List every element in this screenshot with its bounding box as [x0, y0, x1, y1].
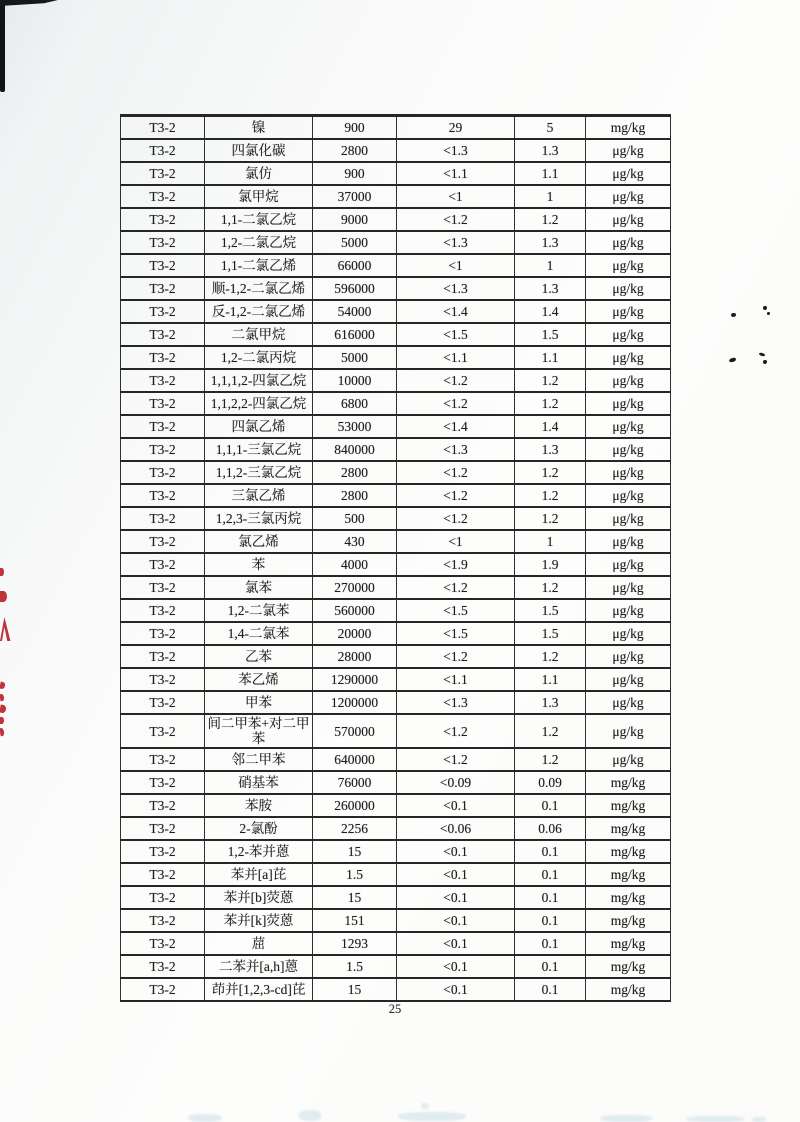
cell-total-value: 430 [313, 530, 397, 553]
cell-analyte: 䓛 [205, 932, 313, 955]
cell-sample-id: T3-2 [121, 415, 205, 438]
cell-detection-limit: 1.2 [515, 392, 586, 415]
cell-result: <1 [397, 185, 515, 208]
cell-total-value: 37000 [313, 185, 397, 208]
cell-total-value: 596000 [313, 277, 397, 300]
scan-smudge [686, 1116, 744, 1122]
table-row [121, 794, 671, 817]
cell-unit: μg/kg [586, 323, 671, 346]
table-row [121, 668, 671, 691]
scan-corner-mark [0, 0, 58, 6]
cell-detection-limit: 1.5 [515, 323, 586, 346]
cell-unit: μg/kg [586, 208, 671, 231]
cell-sample-id: T3-2 [121, 208, 205, 231]
scan-smudge [299, 1110, 321, 1121]
cell-unit: μg/kg [586, 622, 671, 645]
cell-unit: mg/kg [586, 932, 671, 955]
cell-analyte: 1,1,2,2-四氯乙烷 [205, 392, 313, 415]
cell-detection-limit: 5 [515, 116, 586, 140]
cell-result: 29 [397, 116, 515, 140]
cell-analyte: 苯胺 [205, 794, 313, 817]
cell-total-value: 1.5 [313, 955, 397, 978]
cell-analyte: 四氯化碳 [205, 139, 313, 162]
ink-speck [731, 313, 736, 317]
table-row [121, 863, 671, 886]
ink-speck [763, 360, 767, 364]
cell-sample-id: T3-2 [121, 162, 205, 185]
cell-analyte: 1,1,1-三氯乙烷 [205, 438, 313, 461]
red-stamp-fragment [0, 568, 4, 576]
cell-analyte: 氯乙烯 [205, 530, 313, 553]
cell-result: <1.2 [397, 714, 515, 748]
cell-total-value: 53000 [313, 415, 397, 438]
table-row [121, 817, 671, 840]
cell-total-value: 2800 [313, 484, 397, 507]
cell-total-value: 1.5 [313, 863, 397, 886]
cell-sample-id: T3-2 [121, 909, 205, 932]
cell-total-value: 9000 [313, 208, 397, 231]
cell-unit: μg/kg [586, 645, 671, 668]
cell-total-value: 840000 [313, 438, 397, 461]
cell-detection-limit: 0.1 [515, 886, 586, 909]
cell-detection-limit: 1.2 [515, 369, 586, 392]
cell-total-value: 151 [313, 909, 397, 932]
table-row [121, 978, 671, 1001]
red-stamp-fragment [0, 694, 4, 701]
cell-sample-id: T3-2 [121, 185, 205, 208]
cell-result: <1 [397, 254, 515, 277]
cell-sample-id: T3-2 [121, 254, 205, 277]
cell-unit: μg/kg [586, 300, 671, 323]
scan-smudge [188, 1114, 222, 1122]
cell-detection-limit: 1.4 [515, 415, 586, 438]
cell-total-value: 1200000 [313, 691, 397, 714]
cell-sample-id: T3-2 [121, 691, 205, 714]
table-row [121, 484, 671, 507]
cell-sample-id: T3-2 [121, 392, 205, 415]
cell-analyte: 1,2-二氯苯 [205, 599, 313, 622]
cell-total-value: 616000 [313, 323, 397, 346]
cell-detection-limit: 1.3 [515, 691, 586, 714]
cell-sample-id: T3-2 [121, 794, 205, 817]
cell-result: <0.1 [397, 840, 515, 863]
red-stamp-fragment [0, 591, 7, 602]
cell-sample-id: T3-2 [121, 139, 205, 162]
cell-sample-id: T3-2 [121, 576, 205, 599]
cell-unit: mg/kg [586, 955, 671, 978]
cell-unit: μg/kg [586, 748, 671, 771]
cell-unit: μg/kg [586, 599, 671, 622]
cell-total-value: 5000 [313, 231, 397, 254]
cell-analyte: 2-氯酚 [205, 817, 313, 840]
cell-result: <0.09 [397, 771, 515, 794]
cell-result: <0.1 [397, 955, 515, 978]
cell-result: <1.2 [397, 507, 515, 530]
cell-unit: μg/kg [586, 369, 671, 392]
cell-sample-id: T3-2 [121, 645, 205, 668]
cell-analyte: 1,2-苯并蒽 [205, 840, 313, 863]
table-row [121, 162, 671, 185]
cell-detection-limit: 1 [515, 530, 586, 553]
cell-result: <1.3 [397, 277, 515, 300]
cell-total-value: 640000 [313, 748, 397, 771]
cell-result: <0.1 [397, 863, 515, 886]
cell-sample-id: T3-2 [121, 817, 205, 840]
cell-total-value: 500 [313, 507, 397, 530]
cell-result: <0.1 [397, 932, 515, 955]
cell-analyte: 硝基苯 [205, 771, 313, 794]
cell-sample-id: T3-2 [121, 932, 205, 955]
cell-analyte: 镍 [205, 116, 313, 140]
cell-sample-id: T3-2 [121, 461, 205, 484]
cell-total-value: 2800 [313, 139, 397, 162]
cell-result: <1.3 [397, 691, 515, 714]
cell-result: <1.1 [397, 162, 515, 185]
cell-analyte: 苯乙烯 [205, 668, 313, 691]
table-row [121, 438, 671, 461]
cell-analyte: 茚并[1,2,3-cd]芘 [205, 978, 313, 1001]
cell-total-value: 560000 [313, 599, 397, 622]
cell-analyte: 1,1-二氯乙烷 [205, 208, 313, 231]
cell-sample-id: T3-2 [121, 346, 205, 369]
cell-result: <1.2 [397, 576, 515, 599]
table-row [121, 415, 671, 438]
scan-smudge [421, 1103, 429, 1109]
cell-detection-limit: 1.3 [515, 139, 586, 162]
cell-unit: μg/kg [586, 461, 671, 484]
cell-sample-id: T3-2 [121, 714, 205, 748]
table-row [121, 599, 671, 622]
cell-result: <1.5 [397, 622, 515, 645]
table-row [121, 530, 671, 553]
cell-sample-id: T3-2 [121, 484, 205, 507]
table-row [121, 955, 671, 978]
cell-sample-id: T3-2 [121, 840, 205, 863]
red-stamp-fragment [0, 705, 7, 714]
table-row [121, 461, 671, 484]
cell-unit: μg/kg [586, 231, 671, 254]
cell-unit: μg/kg [586, 254, 671, 277]
cell-detection-limit: 0.06 [515, 817, 586, 840]
cell-detection-limit: 1 [515, 254, 586, 277]
cell-analyte: 1,2-二氯丙烷 [205, 346, 313, 369]
cell-unit: mg/kg [586, 840, 671, 863]
cell-total-value: 270000 [313, 576, 397, 599]
cell-detection-limit: 1.2 [515, 714, 586, 748]
red-stamp-fragment [0, 717, 4, 724]
cell-result: <1.1 [397, 346, 515, 369]
cell-sample-id: T3-2 [121, 748, 205, 771]
cell-analyte: 1,1,1,2-四氯乙烷 [205, 369, 313, 392]
cell-detection-limit: 0.09 [515, 771, 586, 794]
scan-smudge [752, 1117, 766, 1122]
cell-analyte: 邻二甲苯 [205, 748, 313, 771]
cell-analyte: 间二甲苯+对二甲苯 [205, 714, 313, 748]
cell-analyte: 四氯乙烯 [205, 415, 313, 438]
table-row [121, 139, 671, 162]
table-row [121, 691, 671, 714]
cell-unit: μg/kg [586, 277, 671, 300]
cell-analyte: 苯并[a]芘 [205, 863, 313, 886]
cell-detection-limit: 1.2 [515, 507, 586, 530]
cell-detection-limit: 0.1 [515, 909, 586, 932]
table-row [121, 645, 671, 668]
table-row [121, 116, 671, 140]
cell-total-value: 54000 [313, 300, 397, 323]
table-row [121, 231, 671, 254]
cell-result: <1.4 [397, 300, 515, 323]
cell-sample-id: T3-2 [121, 668, 205, 691]
cell-result: <1.3 [397, 231, 515, 254]
cell-result: <1.4 [397, 415, 515, 438]
cell-sample-id: T3-2 [121, 599, 205, 622]
cell-unit: mg/kg [586, 817, 671, 840]
table-row [121, 553, 671, 576]
cell-result: <0.1 [397, 909, 515, 932]
cell-unit: μg/kg [586, 691, 671, 714]
cell-result: <1.5 [397, 323, 515, 346]
cell-detection-limit: 1.1 [515, 668, 586, 691]
cell-detection-limit: 1.1 [515, 346, 586, 369]
cell-unit: mg/kg [586, 863, 671, 886]
cell-sample-id: T3-2 [121, 231, 205, 254]
cell-detection-limit: 0.1 [515, 955, 586, 978]
cell-unit: μg/kg [586, 185, 671, 208]
cell-result: <1.5 [397, 599, 515, 622]
cell-analyte: 甲苯 [205, 691, 313, 714]
table-row [121, 886, 671, 909]
cell-analyte: 1,2,3-三氯丙烷 [205, 507, 313, 530]
cell-unit: μg/kg [586, 553, 671, 576]
cell-analyte: 苯 [205, 553, 313, 576]
cell-detection-limit: 1.1 [515, 162, 586, 185]
cell-unit: μg/kg [586, 392, 671, 415]
cell-unit: mg/kg [586, 771, 671, 794]
cell-total-value: 570000 [313, 714, 397, 748]
cell-sample-id: T3-2 [121, 116, 205, 140]
cell-result: <1.2 [397, 392, 515, 415]
cell-analyte: 三氯乙烯 [205, 484, 313, 507]
cell-sample-id: T3-2 [121, 978, 205, 1001]
table-row [121, 392, 671, 415]
cell-result: <1.9 [397, 553, 515, 576]
cell-total-value: 5000 [313, 346, 397, 369]
cell-sample-id: T3-2 [121, 369, 205, 392]
table-row [121, 840, 671, 863]
cell-unit: μg/kg [586, 346, 671, 369]
red-stamp-fragment [0, 728, 5, 737]
cell-unit: mg/kg [586, 978, 671, 1001]
cell-unit: μg/kg [586, 415, 671, 438]
cell-unit: μg/kg [586, 438, 671, 461]
cell-analyte: 二氯甲烷 [205, 323, 313, 346]
cell-sample-id: T3-2 [121, 438, 205, 461]
cell-result: <0.1 [397, 978, 515, 1001]
analysis-results-table [120, 114, 671, 1002]
cell-total-value: 66000 [313, 254, 397, 277]
cell-detection-limit: 1.5 [515, 622, 586, 645]
cell-total-value: 10000 [313, 369, 397, 392]
table-row [121, 932, 671, 955]
cell-result: <1 [397, 530, 515, 553]
cell-total-value: 15 [313, 840, 397, 863]
cell-analyte: 1,2-二氯乙烷 [205, 231, 313, 254]
cell-unit: mg/kg [586, 909, 671, 932]
cell-analyte: 氯甲烷 [205, 185, 313, 208]
cell-sample-id: T3-2 [121, 277, 205, 300]
cell-sample-id: T3-2 [121, 886, 205, 909]
table-row [121, 909, 671, 932]
cell-sample-id: T3-2 [121, 300, 205, 323]
cell-result: <1.2 [397, 208, 515, 231]
cell-sample-id: T3-2 [121, 530, 205, 553]
cell-sample-id: T3-2 [121, 507, 205, 530]
cell-sample-id: T3-2 [121, 553, 205, 576]
cell-unit: μg/kg [586, 484, 671, 507]
table-row [121, 208, 671, 231]
red-stamp-fragment [0, 617, 11, 641]
cell-detection-limit: 1 [515, 185, 586, 208]
ink-speck [729, 357, 737, 363]
cell-total-value: 2256 [313, 817, 397, 840]
cell-sample-id: T3-2 [121, 622, 205, 645]
cell-detection-limit: 1.2 [515, 461, 586, 484]
cell-detection-limit: 1.4 [515, 300, 586, 323]
cell-detection-limit: 1.9 [515, 553, 586, 576]
cell-detection-limit: 1.2 [515, 645, 586, 668]
table-row [121, 507, 671, 530]
cell-detection-limit: 0.1 [515, 794, 586, 817]
cell-total-value: 76000 [313, 771, 397, 794]
cell-result: <0.1 [397, 886, 515, 909]
cell-analyte: 1,1,2-三氯乙烷 [205, 461, 313, 484]
cell-unit: mg/kg [586, 794, 671, 817]
cell-analyte: 顺-1,2-二氯乙烯 [205, 277, 313, 300]
cell-total-value: 900 [313, 162, 397, 185]
table-row [121, 748, 671, 771]
table-row [121, 300, 671, 323]
table-row [121, 346, 671, 369]
cell-result: <1.2 [397, 748, 515, 771]
cell-total-value: 2800 [313, 461, 397, 484]
cell-analyte: 反-1,2-二氯乙烯 [205, 300, 313, 323]
page-number: 25 [388, 1002, 402, 1016]
cell-total-value: 20000 [313, 622, 397, 645]
scan-edge-strip [0, 0, 5, 92]
table-row [121, 369, 671, 392]
cell-detection-limit: 0.1 [515, 840, 586, 863]
cell-sample-id: T3-2 [121, 323, 205, 346]
cell-detection-limit: 1.3 [515, 231, 586, 254]
cell-result: <1.3 [397, 139, 515, 162]
cell-unit: μg/kg [586, 162, 671, 185]
table-row [121, 771, 671, 794]
table-row [121, 185, 671, 208]
table-row [121, 254, 671, 277]
ink-speck [767, 312, 770, 315]
cell-total-value: 15 [313, 978, 397, 1001]
cell-detection-limit: 1.5 [515, 599, 586, 622]
cell-unit: μg/kg [586, 714, 671, 748]
cell-unit: μg/kg [586, 530, 671, 553]
cell-result: <1.2 [397, 484, 515, 507]
cell-analyte: 苯并[k]荧蒽 [205, 909, 313, 932]
table-row [121, 622, 671, 645]
cell-sample-id: T3-2 [121, 771, 205, 794]
cell-unit: mg/kg [586, 886, 671, 909]
cell-result: <0.06 [397, 817, 515, 840]
cell-detection-limit: 0.1 [515, 978, 586, 1001]
cell-analyte: 氯苯 [205, 576, 313, 599]
ink-speck [763, 306, 767, 310]
cell-analyte: 乙苯 [205, 645, 313, 668]
cell-result: <1.3 [397, 438, 515, 461]
cell-analyte: 苯并[b]荧蒽 [205, 886, 313, 909]
table-row [121, 277, 671, 300]
cell-detection-limit: 0.1 [515, 863, 586, 886]
cell-analyte: 氯仿 [205, 162, 313, 185]
cell-detection-limit: 1.2 [515, 484, 586, 507]
table-row [121, 576, 671, 599]
cell-unit: μg/kg [586, 507, 671, 530]
cell-detection-limit: 1.3 [515, 277, 586, 300]
scan-smudge [398, 1112, 466, 1121]
cell-detection-limit: 0.1 [515, 932, 586, 955]
cell-unit: mg/kg [586, 116, 671, 140]
table-row [121, 714, 671, 748]
cell-total-value: 4000 [313, 553, 397, 576]
cell-result: <1.2 [397, 369, 515, 392]
cell-result: <1.2 [397, 461, 515, 484]
cell-total-value: 900 [313, 116, 397, 140]
cell-total-value: 6800 [313, 392, 397, 415]
cell-unit: μg/kg [586, 576, 671, 599]
cell-total-value: 260000 [313, 794, 397, 817]
cell-total-value: 15 [313, 886, 397, 909]
ink-speck [759, 352, 766, 357]
cell-total-value: 1293 [313, 932, 397, 955]
cell-detection-limit: 1.2 [515, 208, 586, 231]
red-stamp-fragment [0, 682, 6, 690]
cell-unit: μg/kg [586, 139, 671, 162]
cell-analyte: 二苯并[a,h]蒽 [205, 955, 313, 978]
cell-detection-limit: 1.3 [515, 438, 586, 461]
cell-analyte: 1,4-二氯苯 [205, 622, 313, 645]
cell-total-value: 1290000 [313, 668, 397, 691]
cell-result: <0.1 [397, 794, 515, 817]
cell-sample-id: T3-2 [121, 863, 205, 886]
cell-detection-limit: 1.2 [515, 748, 586, 771]
cell-result: <1.2 [397, 645, 515, 668]
cell-sample-id: T3-2 [121, 955, 205, 978]
cell-analyte: 1,1-二氯乙烯 [205, 254, 313, 277]
scan-smudge [600, 1115, 652, 1122]
cell-result: <1.1 [397, 668, 515, 691]
cell-unit: μg/kg [586, 668, 671, 691]
cell-total-value: 28000 [313, 645, 397, 668]
cell-detection-limit: 1.2 [515, 576, 586, 599]
table-row [121, 323, 671, 346]
